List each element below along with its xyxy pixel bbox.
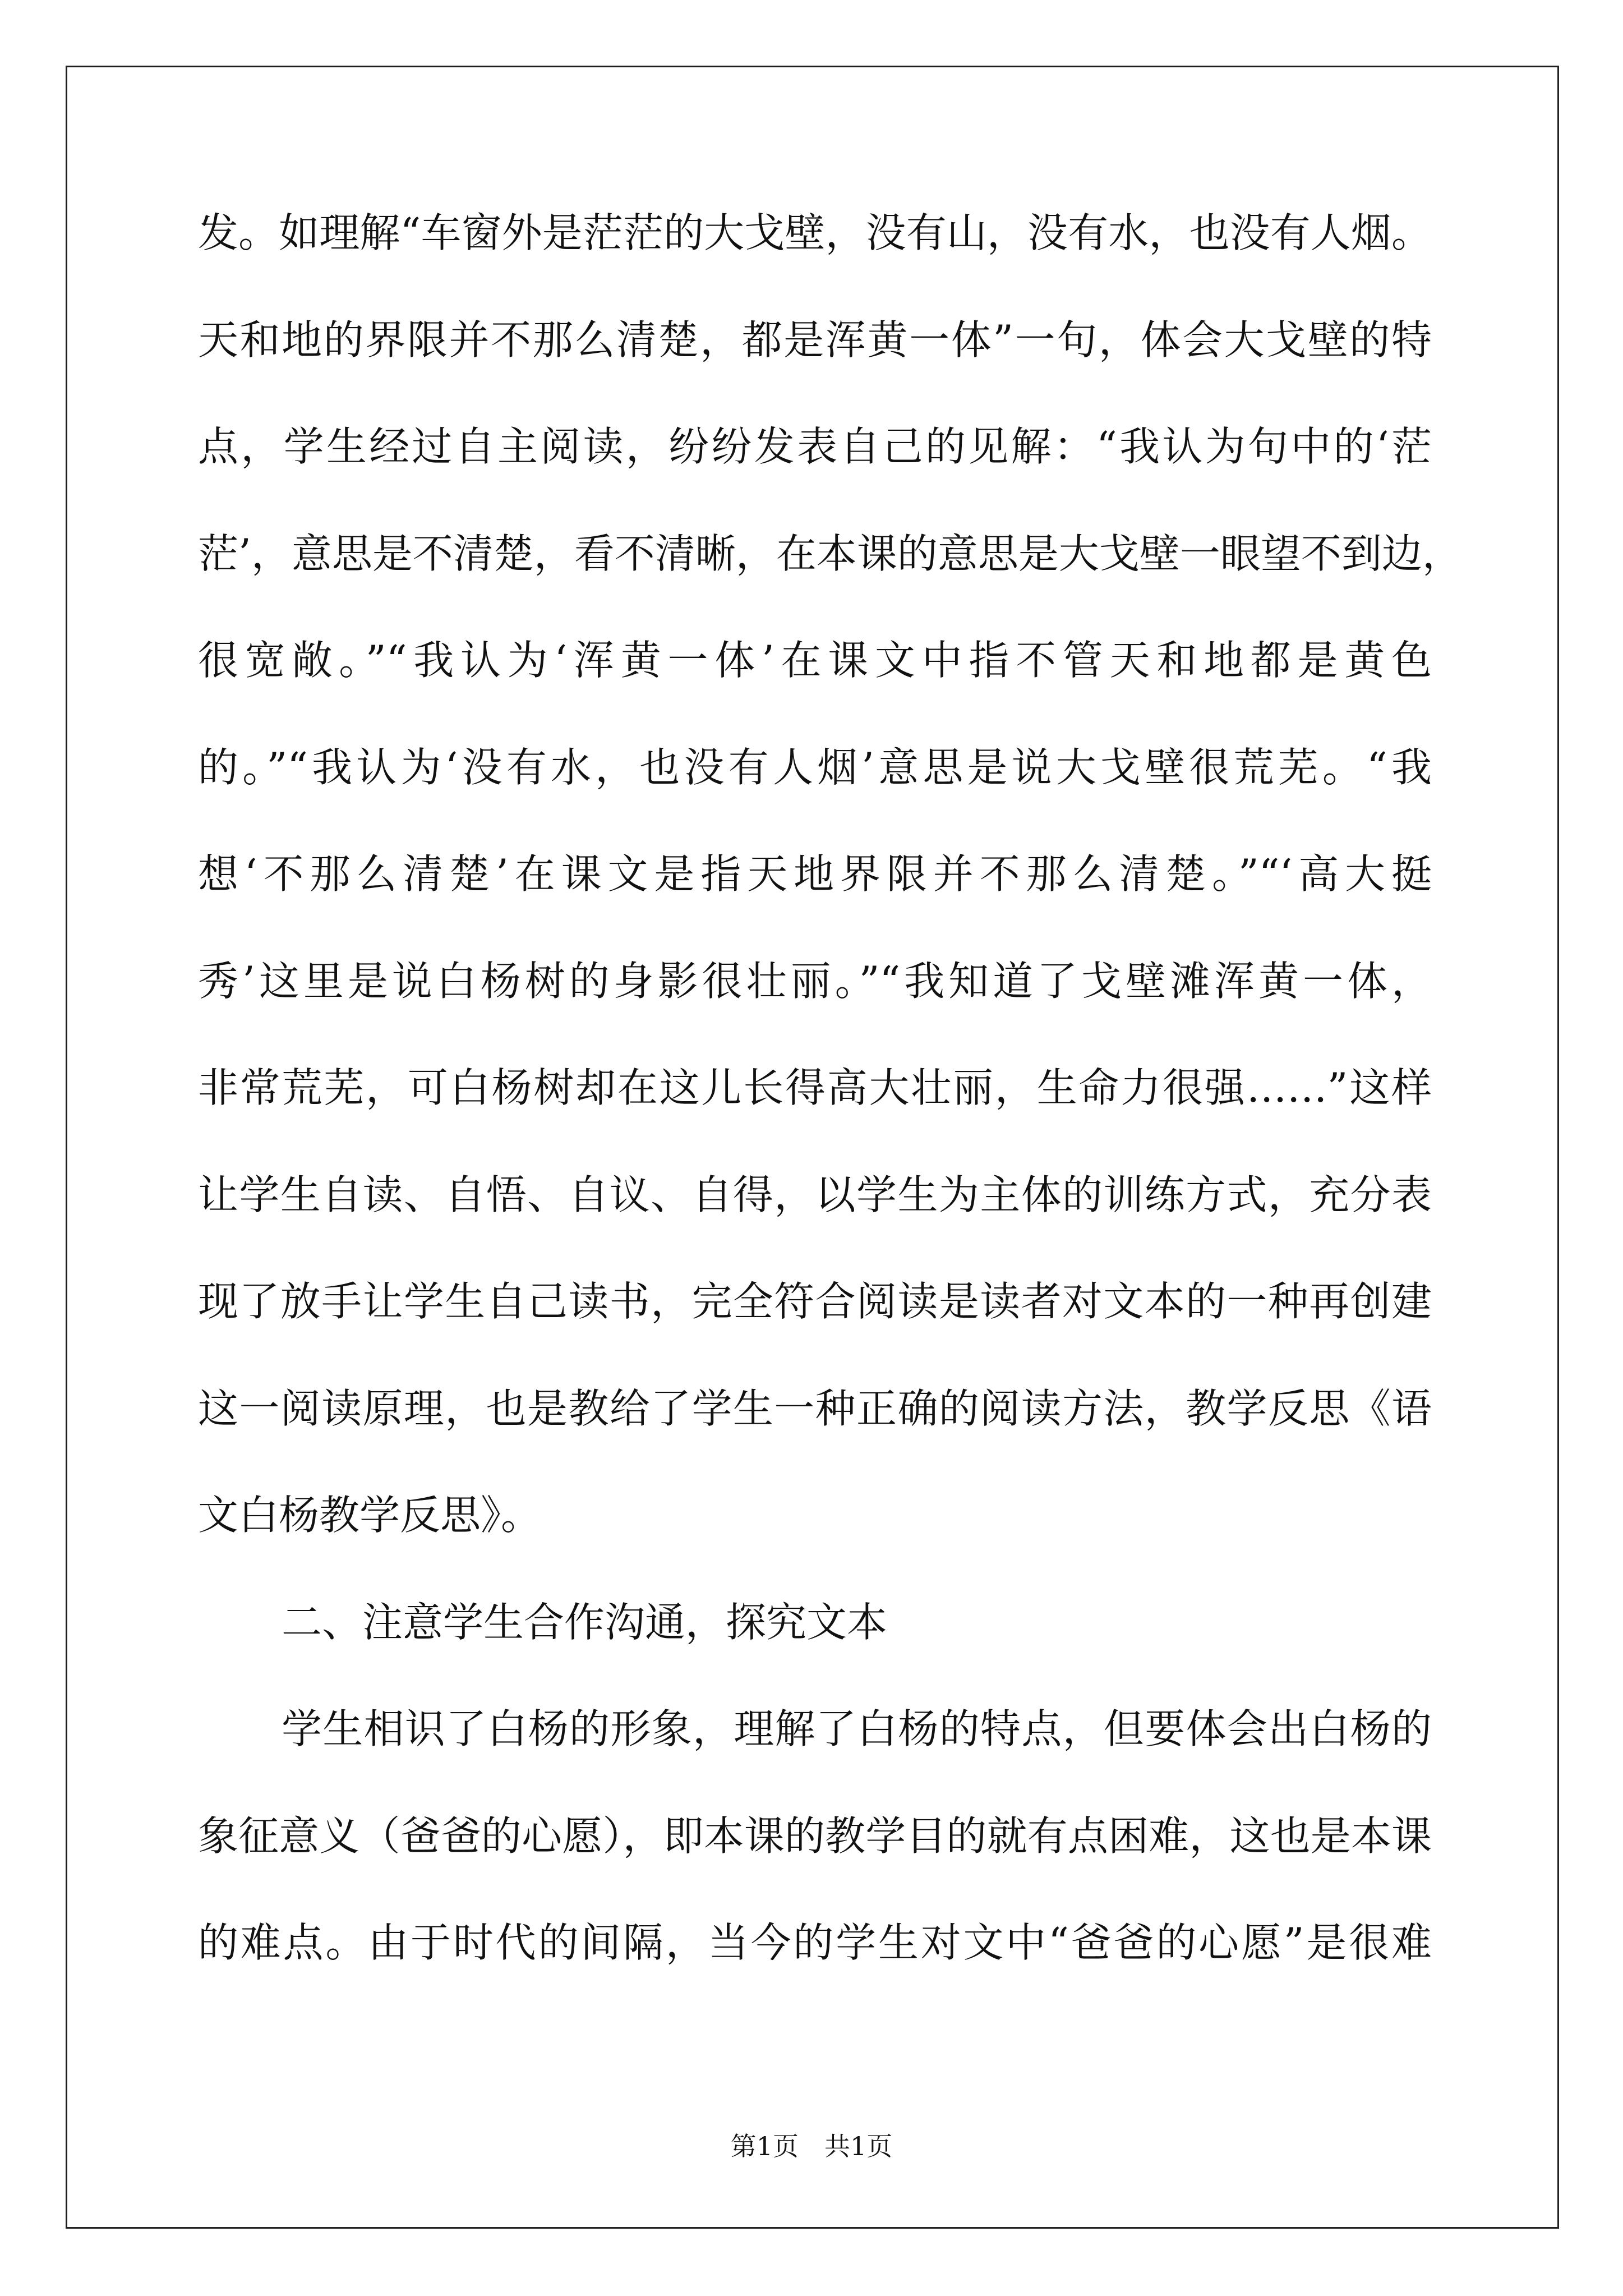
text-line: 的难点。由于时代的间隔，当今的学生对文中“爸爸的心愿”是很难 <box>198 1919 1432 1966</box>
text-line: 学生相识了白杨的形象，理解了白杨的特点，但要体会出白杨的 <box>282 1705 1432 1752</box>
text-line: 很宽敞。”“我认为‘浑黄一体’在课文中指不管天和地都是黄色 <box>198 637 1432 684</box>
text-line: 让学生自读、自悟、自议、自得，以学生为主体的训练方式，充分表 <box>198 1171 1432 1218</box>
text-line: 点，学生经过自主阅读，纷纷发表自己的见解：“我认为句中的‘茫 <box>198 423 1432 470</box>
document-body <box>198 202 1463 2019</box>
text-line: 非常荒芜，可白杨树却在这儿长得高大壮丽，生命力很强……”这样 <box>198 1064 1432 1111</box>
text-line: 这一阅读原理，也是教给了学生一种正确的阅读方法，教学反思《语 <box>198 1384 1432 1432</box>
text-line: 现了放手让学生自己读书，完全符合阅读是读者对文本的一种再创建 <box>198 1278 1432 1325</box>
text-line: 茫’，意思是不清楚，看不清晰，在本课的意思是大戈壁一眼望不到边， <box>198 530 1463 577</box>
text-line: 秀’这里是说白杨树的身影很壮丽。”“我知道了戈壁滩浑黄一体， <box>198 957 1432 1005</box>
text-line: 天和地的界限并不那么清楚，都是浑黄一体”一句，体会大戈壁的特 <box>198 316 1432 364</box>
text-line: 的。”“我认为‘没有水，也没有人烟’意思是说大戈壁很荒芜。“我 <box>198 743 1432 791</box>
text-line: 象征意义（爸爸的心愿），即本课的教学目的就有点困难，这也是本课 <box>198 1812 1432 1860</box>
section-heading: 二、注意学生合作沟通，探究文本 <box>282 1598 888 1646</box>
page-number-footer: 第1页 共1页 <box>730 2131 893 2161</box>
text-line: 文白杨教学反思》。 <box>198 1492 542 1539</box>
text-line: 发。如理解“车窗外是茫茫的大戈壁，没有山，没有水，也没有人烟。 <box>198 209 1432 256</box>
text-line: 想‘不那么清楚’在课文是指天地界限并不那么清楚。”“‘高大挺 <box>198 850 1432 898</box>
